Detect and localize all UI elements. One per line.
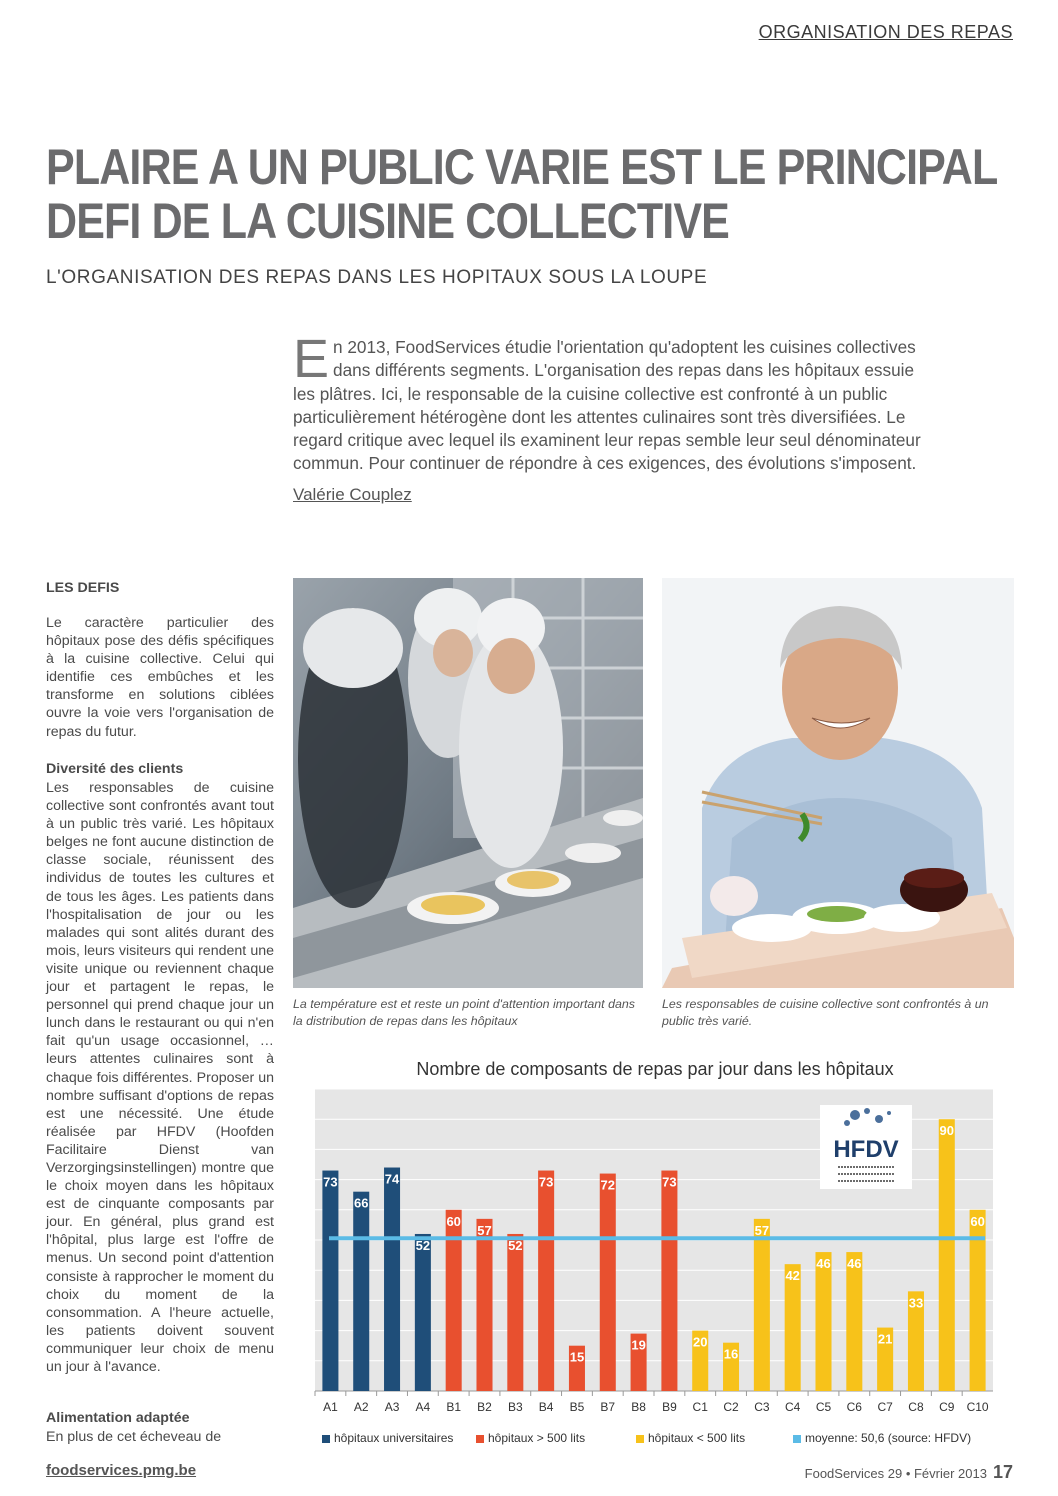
patient-photo	[662, 578, 1014, 988]
legend-item-mean	[793, 1431, 971, 1445]
tick-label: A3	[384, 1400, 400, 1414]
data-label: 46	[816, 1256, 831, 1272]
bar	[754, 1219, 770, 1391]
issue-info: FoodServices 29 • Février 2013	[804, 1466, 987, 1481]
photo-caption: La température est et reste un point d'attention important dans la distribution de repas dans les hôpitaux	[293, 997, 635, 1028]
data-label: 16	[723, 1346, 739, 1362]
data-label: 90	[939, 1123, 955, 1139]
data-label: 46	[847, 1256, 862, 1272]
tick-label: B8	[631, 1400, 646, 1414]
author-link[interactable]: Valérie Couplez	[293, 485, 412, 504]
legend-item-small	[636, 1431, 745, 1445]
logo-text: HFDV	[833, 1136, 899, 1163]
bar	[785, 1264, 801, 1391]
data-label: 52	[415, 1237, 431, 1253]
tick-label: C8	[908, 1400, 924, 1414]
body-paragraph: Les responsables de cuisine collective sont confrontés avant tout à un public très varié. Les hôpitaux belges ne font aucune distinction de classe sociale, réunissent des individus de toutes les cultures et de tous les âges. Les patients dans l'hospitalisation de jour ou les malades qui sont alités durant des mois, leurs visiteurs qui rendent une visite unique ou reviennent chaque jour et partagent le repas, le personnel qui prend chaque jour un lunch dans le restaurant ou qui n'en fait qu'un usage occasionnel, … leurs attentes culinaires sont à chaque fois différentes. Proposer un nombre suffisant d'options de repas est une nécessité. Une étude réalisée par HFDV (Hoofden Facilitaire Dienst van Verzorgingsinstellingen) montre que le choix moyen dans les hôpitaux est de cinquante composants par jour. En général, plus grand est l'hôpital, plus large est l'offre de menus. Un second point d'attention consiste à rapprocher le moment du choix du moment de la consommation. A l'heure actuelle, les patients doivent souvent communiquer leur choix de menu un jour à l'avance.	[46, 780, 274, 1375]
tick-label: C1	[692, 1400, 708, 1414]
drop-cap: E	[293, 329, 330, 389]
bar	[815, 1252, 831, 1391]
page-number: 17	[992, 1462, 1013, 1482]
data-label: 19	[631, 1337, 646, 1353]
data-label: 15	[569, 1349, 585, 1365]
subsection-heading: Diversité des clients	[46, 761, 184, 777]
logo-dot	[850, 1110, 860, 1120]
data-label: 33	[908, 1295, 924, 1311]
tick-label: C4	[785, 1400, 801, 1414]
intro-text: n 2013, FoodServices étudie l'orientation qu'adoptent les cuisines collectives dans différents segments. L'organisation des repas dans les hôpitaux essuie les plâtres. Ici, le responsable de la cuisine collective est confronté à un public particulièrement hétérogène dont les attentes culinaires sont très diversifiées. Le regard critique avec lequel ils examinent leur repas semble leur seul dénominateur commun. Pour continuer de répondre à ces exigences, des évolutions s'imposent.	[293, 337, 921, 474]
logo-dot	[887, 1111, 891, 1115]
bar	[846, 1252, 862, 1391]
title-line-1: PLAIRE A UN PUBLIC VARIE EST LE PRINCIPAL	[46, 139, 998, 195]
tick-label: A1	[323, 1400, 338, 1414]
subsection-heading: Alimentation adaptée	[46, 1410, 190, 1426]
photo-caption: Les responsables de cuisine collective sont confrontés à un public très varié.	[662, 997, 989, 1028]
logo-dot	[844, 1120, 850, 1126]
section-heading: LES DEFIS	[46, 580, 120, 596]
bar	[507, 1234, 523, 1391]
data-label: 73	[538, 1174, 554, 1190]
data-label: 60	[970, 1213, 985, 1229]
legend-item-big	[476, 1431, 585, 1445]
logo-dot	[864, 1108, 870, 1114]
tick-label: B2	[477, 1400, 492, 1414]
tick-label: A2	[353, 1400, 369, 1414]
page-footer	[805, 1462, 1013, 1483]
tick-label: B1	[446, 1400, 462, 1414]
legend-label: moyenne: 50,6 (source: HFDV)	[805, 1431, 972, 1445]
bar	[353, 1192, 369, 1391]
bar	[322, 1171, 338, 1391]
chart-title: Nombre de composants de repas par jour dans les hôpitaux	[416, 1059, 894, 1079]
bar	[415, 1234, 431, 1391]
intro-paragraph	[293, 329, 933, 476]
title-line-2: DEFI DE LA CUISINE COLLECTIVE	[46, 193, 730, 249]
tick-label: B9	[662, 1400, 677, 1414]
tick-label: C9	[939, 1400, 955, 1414]
tick-label: C5	[815, 1400, 832, 1414]
data-label: 73	[323, 1174, 338, 1190]
tick-label: B5	[569, 1400, 585, 1414]
legend-swatch	[322, 1435, 330, 1443]
tick-label: B3	[507, 1400, 523, 1414]
bar	[538, 1171, 554, 1391]
legend-item-univ	[322, 1431, 453, 1445]
section-tag: ORGANISATION DES REPAS	[758, 22, 1013, 42]
tick-label: C2	[723, 1400, 739, 1414]
bar	[384, 1168, 400, 1391]
legend-label: hôpitaux < 500 lits	[648, 1431, 746, 1445]
website-link[interactable]: foodservices.pmg.be	[46, 1462, 197, 1479]
body-paragraph: En plus de cet écheveau de	[46, 1429, 222, 1445]
data-label: 57	[754, 1222, 770, 1238]
bar	[661, 1171, 677, 1391]
logo-dot	[875, 1115, 883, 1123]
article-title	[46, 139, 998, 249]
data-label: 20	[692, 1334, 708, 1350]
tick-label: C6	[846, 1400, 862, 1414]
data-label: 21	[877, 1331, 893, 1347]
data-label: 66	[353, 1195, 369, 1211]
bar	[476, 1219, 492, 1391]
bar	[600, 1174, 616, 1391]
legend-label: hôpitaux > 500 lits	[488, 1431, 586, 1445]
data-label: 52	[508, 1237, 523, 1253]
data-label: 73	[662, 1174, 677, 1190]
data-label: 57	[477, 1222, 492, 1238]
data-label: 42	[785, 1268, 800, 1284]
legend-swatch	[636, 1435, 644, 1443]
legend-label: hôpitaux universitaires	[334, 1431, 454, 1445]
kitchen-photo	[293, 578, 643, 988]
tick-label: C10	[966, 1400, 989, 1414]
tick-label: B7	[600, 1400, 616, 1414]
data-label: 60	[446, 1213, 461, 1229]
legend-swatch	[793, 1435, 801, 1443]
tick-label: C7	[877, 1400, 893, 1414]
data-label: 74	[384, 1171, 400, 1187]
article-subtitle: L'ORGANISATION DES REPAS DANS LES HOPITAUX SOUS LA LOUPE	[46, 267, 708, 288]
legend-swatch	[476, 1435, 484, 1443]
bar	[939, 1119, 955, 1391]
data-label: 72	[600, 1177, 616, 1193]
bar-chart	[295, 1085, 1017, 1425]
tick-label: C3	[754, 1400, 770, 1414]
tick-label: A4	[415, 1400, 431, 1414]
tick-label: B4	[538, 1400, 554, 1414]
body-paragraph: Le caractère particulier des hôpitaux pose des défis spécifiques à la cuisine collective. Celui qui identifie ces embûches et les transforme en solutions ciblées ouvre la voie vers l'organisation de repas du futur.	[46, 615, 274, 740]
